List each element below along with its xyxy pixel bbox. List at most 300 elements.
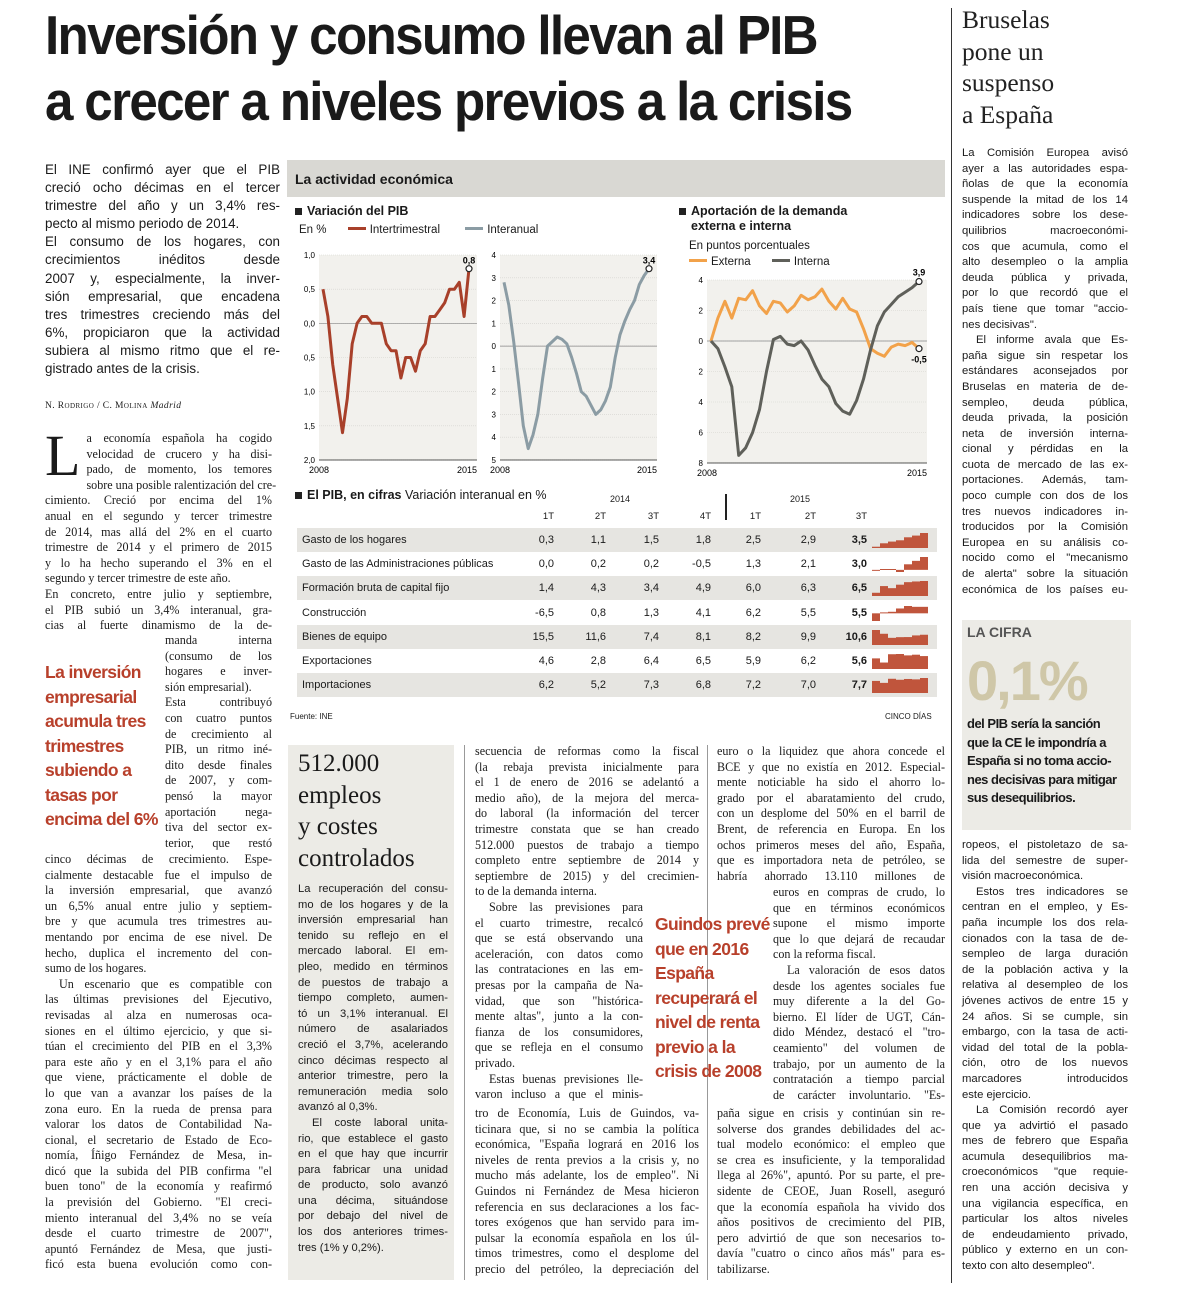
byline-authors: N. Rodrigo / C. Molina	[45, 401, 148, 411]
box-line: mercado laboral. El em-	[298, 945, 448, 958]
y-tick-label: 3	[491, 273, 496, 283]
pull-line: empresarial	[45, 686, 137, 707]
table-row	[297, 649, 937, 673]
box-line: tó un 3,1% interanual. El	[298, 1007, 448, 1020]
body-line: Brent, de referencia en Europa. En los	[717, 821, 945, 836]
y-tick-label: 1,5	[303, 421, 315, 431]
body-line: secuencia de reformas como la fiscal	[475, 744, 699, 758]
body-line: las últimas previsiones del Ejecutivo,	[45, 992, 272, 1007]
column-header: 1T	[542, 511, 554, 522]
sidebar-line: público y externo en un con-	[962, 1244, 1128, 1257]
body-line: mentando por encima de ese nivel. De	[45, 929, 272, 944]
table-cell: 2,5	[745, 534, 761, 546]
body-line: solverse dos grandes debilidades del ac-	[717, 1121, 945, 1136]
sidebar-line: indicadores sobre los dese-	[962, 209, 1128, 222]
table-row	[297, 576, 937, 600]
sidebar-line: una vigilancia específica, en	[962, 1197, 1128, 1210]
x-tick-label: 2008	[489, 465, 511, 475]
body-line: la inversión empresarial, que avanzó	[45, 883, 272, 898]
box-title-line: controlados	[298, 844, 415, 872]
body-line: referencia en sus declaraciones a los fac-	[475, 1199, 699, 1214]
sparkline-bar	[912, 606, 920, 612]
sparkline-bar	[896, 637, 904, 645]
sidebar-line: que ya advirtió el pasado	[962, 1119, 1128, 1132]
sidebar-line: cionados con la tasa de de-	[962, 932, 1128, 945]
body-line: pensó la mayor	[165, 788, 272, 803]
sparkline-bar	[880, 663, 888, 669]
table-cell: 7,3	[643, 679, 659, 692]
body-line: supone el mismo importe	[773, 916, 945, 931]
y-tick-label: 0,0	[303, 319, 315, 329]
sparkline-bar	[896, 680, 904, 693]
table-cell: 6,2	[538, 679, 554, 692]
box-line: número de asalariados	[298, 1023, 448, 1036]
table-cell: 6,5	[851, 582, 867, 595]
y-tick-label: 8	[698, 459, 703, 468]
sidebar-line: croeconómicos "que requie-	[962, 1166, 1128, 1179]
box-line: los dos anteriores trimes-	[298, 1226, 448, 1239]
body-line: privado.	[475, 1055, 515, 1070]
year-label: 2015	[790, 494, 811, 504]
cifra-label: LA CIFRA	[967, 624, 1032, 640]
sidebar-text-bottom	[962, 838, 1128, 1275]
box-line: mo de los hogares y de la	[298, 898, 448, 911]
y-tick-label: 2	[491, 296, 496, 306]
column-header: 2T	[594, 511, 606, 522]
x-tick-label: 2008	[696, 468, 718, 478]
graphic-credit: CINCO DÍAS	[885, 712, 932, 721]
body-line: lo que van a avanzar los países de la	[45, 1085, 272, 1100]
table-cell: 0,8	[590, 606, 606, 619]
cifra-line: que la CE le impondría a	[967, 734, 1106, 750]
sidebar-line: ren una acción decisiva y	[962, 1182, 1128, 1195]
body-line: la previsión del Gobierno. "El creci-	[45, 1195, 272, 1210]
table-cell: 1,3	[745, 558, 761, 571]
box-title-line: 512.000	[298, 750, 380, 777]
column-3-bottom	[475, 1106, 699, 1278]
body-line: ochos primeros meses del año, España,	[717, 837, 945, 852]
sparkline-bar	[912, 655, 920, 669]
pull-quote-investment	[45, 660, 160, 832]
table-cell: 4,3	[590, 582, 606, 595]
cifra-line: del PIB sería la sanción	[967, 716, 1101, 731]
sidebar-line: económica de los países eu-	[962, 583, 1128, 596]
data-label: -0,5	[911, 354, 927, 365]
body-line: y lo ha hecho superando el 3% en el	[45, 555, 272, 570]
box-line: cinco décimas respecto al	[298, 1054, 448, 1067]
row-label: Importaciones	[302, 679, 372, 692]
body-line: completo entre septiembre de 2014 y	[475, 853, 699, 868]
sparkline-bar	[920, 557, 928, 570]
sparkline-bar	[896, 585, 904, 596]
sparkline-bar	[904, 637, 912, 645]
pull-line: que en 2016	[655, 938, 749, 959]
body-line: valorar los datos de Contabilidad Na-	[45, 1117, 272, 1132]
row-label: Exportaciones	[302, 655, 372, 667]
table-cell: 10,6	[845, 630, 867, 643]
box-title	[298, 748, 415, 874]
body-line: aceleración, con datos como	[475, 946, 643, 961]
sparkline-bar	[880, 683, 888, 693]
year-label: 2014	[610, 494, 631, 504]
box-line: rio, que establece el gasto	[298, 1132, 448, 1145]
table-cell: 3,4	[643, 582, 659, 595]
body-line: trimestre constata que se han creado	[475, 821, 699, 836]
aport-legend: En puntos porcentuales Externa Interna	[689, 240, 830, 268]
sidebar-line: lida del semestre de super-	[962, 854, 1128, 867]
sidebar-line: nocido como el "mecanismo	[962, 552, 1128, 565]
y-tick-label: 0	[698, 337, 703, 346]
body-line: segundo y tercer trimestre de este año.	[45, 571, 231, 586]
sparkline-bar	[920, 581, 928, 596]
sparkline-bar	[880, 634, 888, 645]
body-line: En concreto, entre julio y septiembre,	[45, 586, 272, 601]
table-cell: 3,5	[851, 534, 867, 546]
sidebar-text-top	[962, 146, 1128, 598]
lede-line: sión empresarial, que encadena	[45, 288, 280, 304]
lede-line: pecto al mismo periodo de 2014.	[45, 216, 240, 232]
sparkline-bar	[880, 612, 888, 613]
table-cell: 1,5	[643, 534, 659, 546]
sidebar-line: cos que acumula, como el	[962, 240, 1128, 253]
body-line: davía "cuatro o cinco años más" para es-	[717, 1246, 945, 1261]
body-line: cias al fuerte dinamismo de la de-	[45, 618, 272, 633]
body-line: mente noticiable ha sido el ahorro lo-	[717, 775, 945, 790]
sidebar-title-line: Bruselas	[962, 5, 1050, 34]
row-label: Bienes de equipo	[302, 630, 388, 643]
body-line: tro de Economía, Luis de Guindos, va-	[475, 1106, 699, 1120]
sidebar-line: quilibrios macroeconómi-	[962, 224, 1128, 237]
body-line: mente altas", junto a la con-	[475, 1009, 643, 1024]
column-header: 2T	[804, 511, 816, 522]
body-line: hecho, duplica el incremento del con-	[45, 945, 272, 960]
y-tick-label: 1	[491, 319, 496, 329]
body-line: que la economía española ha vivido dos	[717, 1199, 945, 1214]
table-cell: 6,5	[695, 655, 711, 667]
body-line: que en términos económicos	[773, 900, 945, 915]
lede-line: subiera al mismo ritmo que el re-	[45, 342, 280, 358]
box-line: remuneración media solo	[298, 1085, 448, 1098]
pull-line: La inversión	[45, 662, 141, 682]
table-cell: 1,8	[695, 534, 711, 546]
body-line: las contrataciones en las em-	[475, 962, 643, 977]
sidebar-line: de endeudamiento privado,	[962, 1228, 1128, 1241]
body-line: grado por el abaratamiento del crudo,	[717, 790, 945, 805]
sidebar-line: portaciones. Además, tam-	[962, 474, 1128, 487]
pull-line: acumula tres	[45, 711, 146, 731]
pull-line: crisis de 2008	[655, 1061, 762, 1081]
body-line: que viene, prácticamente el doble de	[45, 1070, 272, 1085]
sparkline-bar	[888, 589, 896, 597]
body-line: dito desde finales	[165, 757, 272, 772]
sidebar-line: Europea en su análisis co-	[962, 536, 1128, 549]
body-line: medio año), de la mejora del merca-	[475, 790, 699, 805]
sparkline-bar	[896, 570, 904, 572]
x-tick-label: 2015	[636, 465, 658, 475]
sidebar-line: paña sigue sin respetar los	[962, 349, 1128, 362]
lede-line: tres trimestres creciendo más del	[45, 306, 280, 322]
body-line: de 2007, y com-	[165, 773, 272, 788]
body-line: a economía española ha cogido	[86, 431, 272, 445]
body-line: sumo de los hogares.	[45, 961, 147, 976]
sidebar-line: El informe avala que Es-	[976, 334, 1128, 347]
pull-quote-guindos	[655, 912, 770, 1084]
body-line: aportación nega-	[165, 804, 272, 819]
sidebar-line: por lo que recordó que el	[962, 287, 1128, 300]
body-line: para este año y en el 3,1% para el año	[45, 1054, 272, 1069]
sidebar-line: visión macroeconómica.	[962, 870, 1084, 883]
sparkline-bar	[912, 561, 920, 570]
body-line: zona euro. En la rueda de prensa para	[45, 1101, 272, 1116]
lede	[45, 161, 280, 378]
headline-line-1: Inversión y consumo llevan al PIB	[45, 4, 817, 66]
box-line: La recuperación del consu-	[298, 883, 448, 895]
y-tick-label: 2	[491, 387, 496, 397]
body-line: hogares e inver-	[165, 664, 272, 679]
sidebar-line: neta de inversión interna-	[962, 427, 1128, 440]
box-line: tres (1% y 0,2%).	[298, 1241, 384, 1254]
sparkline-bar	[880, 543, 888, 548]
sidebar-line: sempleo de larga duración	[962, 948, 1128, 961]
table-cell: 5,2	[590, 679, 606, 692]
table-cell: 8,2	[745, 630, 761, 643]
y-tick-label: 4	[491, 251, 496, 260]
y-tick-label: 4	[698, 398, 703, 407]
body-line: sidente de CEOE, Juan Rosell, aseguró	[717, 1183, 945, 1198]
box-line: pleo, medido en términos	[298, 960, 448, 973]
column-header: 1T	[749, 511, 761, 522]
table-cell: 4,9	[695, 582, 711, 595]
body-line: tiva del sector ex-	[165, 820, 272, 835]
body-line: ficó esta buena evolución como con-	[45, 1257, 272, 1272]
body-line: de 2014, mas allá del 2% en el cuarto	[45, 524, 272, 539]
table-cell: 6,2	[745, 606, 761, 619]
body-line: cinco décimas de crecimiento. Espe-	[45, 852, 272, 866]
sidebar-line: centran en el empleo, y Es-	[962, 901, 1128, 914]
body-line: (consumo de los	[165, 648, 272, 663]
sidebar-line: tres nuevos indicadores in-	[962, 505, 1128, 518]
column-1-wrap	[165, 633, 272, 851]
sparkline	[872, 604, 928, 622]
cifra-text	[967, 715, 1117, 808]
sparkline	[872, 579, 928, 597]
body-line: apuntó Fernández de Mesa, que justi-	[45, 1241, 272, 1256]
sidebar-line: relativa al desempleo de los	[962, 979, 1128, 992]
x-tick-label: 2015	[906, 468, 928, 478]
table-cell: 3,0	[851, 558, 867, 571]
sidebar-line: poco cumple con dos de los	[962, 490, 1128, 503]
body-line: que se está observando una	[475, 931, 643, 946]
pull-line: España	[655, 963, 714, 983]
box-line: en el que hay que incurrir	[298, 1148, 448, 1161]
sparkline-bar	[872, 570, 880, 571]
table-row	[297, 552, 937, 576]
table-cell: 6,2	[800, 655, 816, 667]
box-line: tiempo completo, aumen-	[298, 992, 448, 1005]
sparkline	[872, 652, 928, 670]
sidebar-line: jóvenes activos de entre 15 y	[962, 994, 1128, 1007]
row-label: Gasto de las Administraciones públicas	[302, 558, 494, 571]
body-line: contratación a tiempo parcial	[773, 1072, 945, 1087]
body-line: vidad, que son "histórica-	[475, 993, 643, 1008]
box-line: tenido su reflejo en el	[298, 929, 448, 942]
sidebar-title-line: pone un	[962, 36, 1044, 66]
table-cell: -0,5	[692, 558, 711, 571]
table-cell: 1,3	[643, 606, 659, 619]
table-cell: 5,9	[745, 655, 761, 667]
sparkline	[872, 531, 928, 549]
table-cell: 2,8	[590, 655, 606, 667]
lede-line: gistrado antes de la crisis.	[45, 361, 200, 377]
body-line: La valoración de esos datos	[787, 962, 945, 977]
body-line: terior, que restó	[165, 835, 272, 850]
table-cell: 5,5	[800, 606, 816, 619]
table-cell: 7,0	[800, 679, 816, 692]
body-line: revisadas al alza en numerosas oca-	[45, 1007, 272, 1022]
sparkline-bar	[872, 658, 880, 669]
table-cell: 7,2	[745, 679, 761, 692]
dropcap: L	[45, 423, 81, 488]
lede-line: 2007 y, especialmente, la inver-	[45, 270, 280, 286]
table-cell: 8,1	[695, 630, 711, 643]
table-cell: -6,5	[535, 606, 554, 619]
body-line: dido Méndez, destacó el "tro-	[773, 1025, 945, 1040]
sparkline-bar	[880, 586, 888, 596]
table-cell: 2,9	[800, 534, 816, 546]
sidebar-line: de alerta" sobre la situación	[962, 568, 1128, 581]
column-3	[475, 744, 699, 900]
cifra-value: 0,1%	[967, 649, 1087, 712]
body-line: años positivos de crecimiento del PIB,	[717, 1215, 945, 1230]
body-line: precio del petróleo, la depreciación del	[475, 1261, 699, 1276]
pull-line: recuperará el	[655, 987, 758, 1008]
end-point-marker	[916, 346, 922, 352]
column-1	[45, 423, 277, 634]
box-line: creció el 3,7%, acelerando	[298, 1038, 448, 1051]
end-point-marker	[916, 279, 922, 285]
sparkline-bar	[888, 569, 896, 570]
sparkline-bar	[872, 547, 880, 548]
box-line: de puestos de trabajo a	[298, 976, 448, 989]
sparkline-bar	[888, 638, 896, 645]
body-line: do laboral (la información del tercer	[475, 806, 699, 821]
sidebar-line: ayer a las autoridades espa-	[962, 162, 1128, 175]
sparkline	[872, 676, 928, 694]
box-line: El coste laboral unita-	[312, 1116, 448, 1129]
sparkline-bar	[912, 680, 920, 694]
lede-line: crecimientos inéditos desde	[45, 252, 280, 268]
table-cell: 2,1	[800, 558, 816, 571]
body-line: un 6,5% anual entre julio y septiem-	[45, 898, 272, 913]
pib-legend: En % Intertrimestral Interanual	[299, 224, 539, 236]
column-header: 4T	[699, 511, 711, 522]
y-tick-label: 0,5	[303, 353, 315, 363]
body-line: euro o la liquidez que ahora concede el	[717, 744, 945, 758]
body-line: tabilizarse.	[717, 1261, 770, 1276]
sidebar-line: Estos tres indicadores se	[976, 885, 1128, 898]
body-line: miento interanual del 3,4% no se veía	[45, 1210, 272, 1225]
box-line: anterior trimestre, pero la	[298, 1070, 448, 1083]
body-line: trimestre de 2014 y el primero de 2015	[45, 540, 272, 555]
sparkline-bar	[920, 656, 928, 669]
body-line: sobre una posible ralentización del cre-	[86, 477, 277, 492]
y-tick-label: 4	[491, 433, 496, 443]
pull-line: tasas por	[45, 784, 118, 805]
sparkline-bar	[872, 681, 880, 693]
aport-title: Aportación de la demanda externa e interna	[679, 204, 847, 234]
sparkline-bar	[904, 564, 912, 570]
sidebar-line: La Comisión Europea avisó	[962, 147, 1128, 159]
sparkline-bar	[920, 635, 928, 645]
sidebar-line: texto con alto desempleo".	[962, 1260, 1095, 1273]
body-line: Un escenario que es compatible con	[59, 976, 272, 991]
sparkline-bar	[920, 678, 928, 693]
table-cell: 11,6	[585, 630, 606, 643]
table-cell: 7,7	[851, 679, 867, 692]
charts-svg	[287, 160, 945, 500]
sidebar-line: paña incumple los dos rela-	[962, 916, 1128, 929]
table-cell: 5,5	[851, 606, 867, 619]
body-line: Guindos ni Fernández de Mesa hicieron	[475, 1183, 699, 1198]
body-line: bre y que acumula tres trimestres au-	[45, 914, 272, 929]
body-line: bierno. El líder de UGT, Cán-	[773, 1009, 945, 1024]
body-line: paña sigue en crisis y continúan sin re-	[717, 1106, 945, 1120]
body-line: de crecimiento al	[165, 726, 272, 741]
body-line: económica, "España logrará en 2016 los	[475, 1137, 699, 1152]
body-line: tual modelo económico: el empleo que	[717, 1137, 945, 1152]
y-tick-label: 1,0	[303, 387, 315, 397]
cifra-line: sus desequilibrios.	[967, 790, 1076, 805]
table-cell: 6,4	[643, 655, 659, 667]
table-cell: 0,2	[643, 558, 659, 571]
y-tick-label: 2,0	[303, 456, 315, 465]
body-line: que lo que dejará de recaudar	[773, 931, 945, 946]
body-line: siones en el último ejercicio, y que si-	[45, 1023, 272, 1038]
cifra-line: España si no toma accio-	[967, 753, 1112, 768]
body-line: con un desplome del 50% en el barril de	[717, 806, 945, 821]
pull-line: Guindos prevé	[655, 914, 770, 934]
pull-line: previo a la	[655, 1036, 735, 1057]
body-line: cialmente destacable fue el impulso de	[45, 867, 272, 882]
sidebar-divider	[951, 8, 952, 1283]
sidebar-line: Bruselas en materia de de-	[962, 380, 1128, 393]
pull-line: subiendo a	[45, 760, 132, 780]
sidebar-line: suspende la mitad de los 14	[962, 193, 1128, 206]
body-line: de carácter involuntario. "Es-	[773, 1087, 945, 1102]
body-line: el 1 de enero de 2016 se adelantó a	[475, 775, 699, 790]
body-line: Sobre las previsiones para	[489, 900, 643, 914]
table-cell: 1,4	[538, 582, 554, 595]
sidebar-title-line: a España	[962, 100, 1054, 130]
table-cell: 15,5	[532, 630, 554, 643]
body-line: mucho más adelante, los de empleo". Ni	[475, 1168, 699, 1183]
table-title-text: El PIB, en cifras	[307, 488, 402, 502]
sparkline-bar	[904, 679, 912, 693]
table-row	[297, 601, 937, 625]
body-line: BCE y que no existía en 2012. Especial-	[717, 759, 945, 774]
sidebar-line: vidad del total de la pobla-	[962, 1041, 1128, 1054]
column-header: 3T	[647, 511, 659, 522]
pull-line: encima del 6%	[45, 809, 158, 829]
table-title	[295, 488, 547, 502]
column-4	[717, 744, 945, 884]
box-title-line: empleos	[298, 781, 382, 809]
sidebar-line: troducidos por la Comisión	[962, 521, 1128, 534]
body-line: sión empresarial).	[165, 679, 252, 694]
body-line: (la rebaja prevista inicialmente para	[475, 759, 699, 774]
sidebar-line: sempleo, deuda pública,	[962, 396, 1128, 409]
body-line: euros en compras de crudo, lo	[773, 885, 945, 899]
